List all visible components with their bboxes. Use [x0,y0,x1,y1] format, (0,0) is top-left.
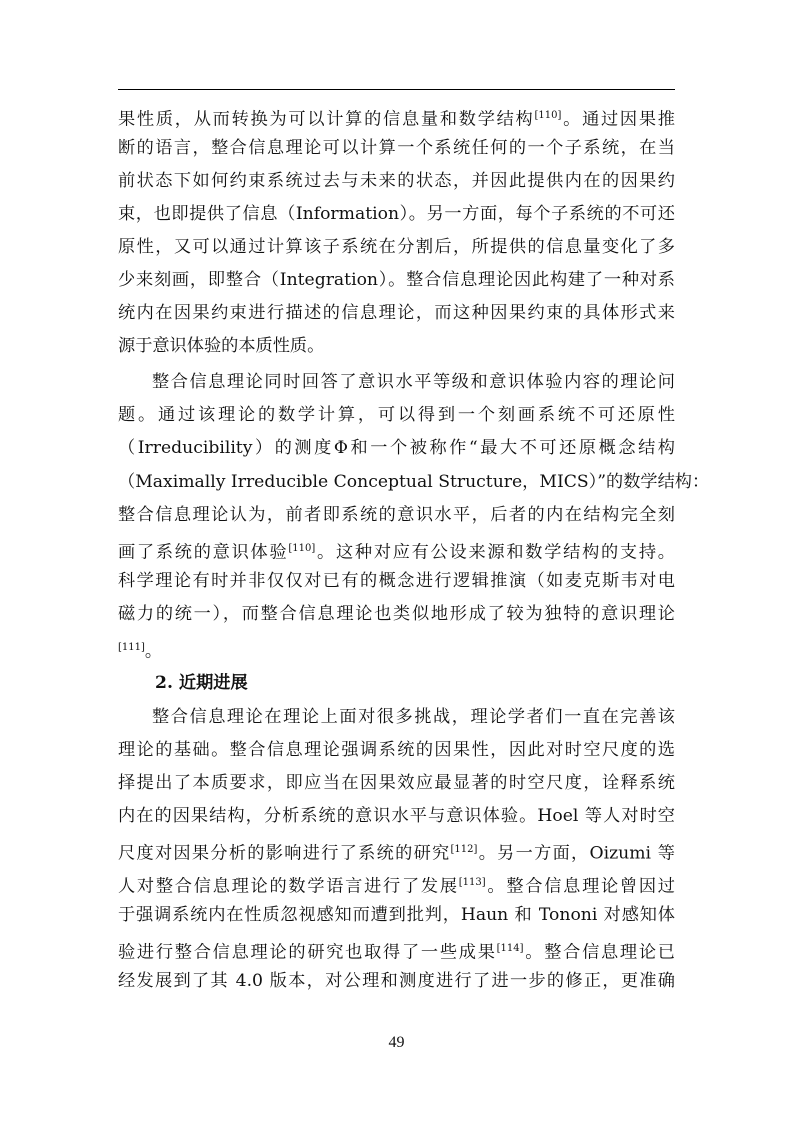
text-line: 于强调系统内在性质忽视感知而遭到批判，Haun 和 Tononi 对感知体 [118,905,675,925]
citation-marker: [111] [118,642,145,653]
paragraph-first-line: 整合信息理论在理论上面对很多挑战，理论学者们一直在完善该 [152,707,675,727]
text-line: 人对整合信息理论的数学语言进行了发展[113]。整合信息理论曾因过 [118,876,675,897]
text-line: [111]。 [118,641,163,662]
text-line: （Irreducibility）的测度Φ和一个被称作“最大不可还原概念结构 [118,438,675,458]
paragraph-first-line: 整合信息理论同时回答了意识水平等级和意识体验内容的理论问 [152,372,675,392]
text-line: 内在的因果结构，分析系统的意识水平与意识体验。Hoel 等人对时空 [118,806,675,826]
text-line: 磁力的统一），而整合信息理论也类似地形成了较为独特的意识理论 [118,604,675,624]
text-line: 断的语言，整合信息理论可以计算一个系统任何的一个子系统，在当 [118,138,675,158]
text-line: 果性质，从而转换为可以计算的信息量和数学结构[110]。通过因果推 [118,109,675,130]
text-line: 尺度对因果分析的影响进行了系统的研究[112]。另一方面，Oizumi 等 [118,843,675,864]
text-line: 科学理论有时并非仅仅对已有的概念进行逻辑推演（如麦克斯韦对电 [118,571,675,591]
citation-marker: [112] [450,844,478,855]
text-line: 经发展到了其 4.0 版本，对公理和测度进行了进一步的修正，更准确 [118,971,675,991]
text-line: 前状态下如何约束系统过去与未来的状态，并因此提供内在的因果约 [118,171,675,191]
citation-marker: [110] [288,543,316,554]
header-rule [118,89,675,90]
text-line: 理论的基础。整合信息理论强调系统的因果性，因此对时空尺度的选 [118,740,675,760]
section-heading: 2. 近期进展 [155,673,248,693]
text-line: 束，也即提供了信息（Information）。另一方面，每个子系统的不可还 [118,204,675,224]
text-line: 题。通过该理论的数学计算，可以得到一个刻画系统不可还原性 [118,405,675,425]
citation-marker: [114] [496,943,524,954]
citation-marker: [110] [534,110,562,121]
page-number: 49 [388,1034,405,1051]
text-line: 源于意识体验的本质性质。 [118,336,325,356]
text-line: 原性，又可以通过计算该子系统在分割后，所提供的信息量变化了多 [118,237,675,257]
text-line: （Maximally Irreducible Conceptual Structure，MICS）”的数学结构： [118,472,710,492]
text-line: 统内在因果约束进行描述的信息理论，而这种因果约束的具体形式来 [118,303,675,323]
text-line: 择提出了本质要求，即应当在因果效应最显著的时空尺度，诠释系统 [118,773,675,793]
text-line: 验进行整合信息理论的研究也取得了一些成果[114]。整合信息理论已 [118,942,675,963]
text-line: 少来刻画，即整合（Integration）。整合信息理论因此构建了一种对系 [118,270,675,290]
citation-marker: [113] [458,877,486,888]
text-line: 画了系统的意识体验[110]。这种对应有公设来源和数学结构的支持。 [118,542,675,563]
text-line: 整合信息理论认为，前者即系统的意识水平，后者的内在结构完全刻 [118,505,675,525]
